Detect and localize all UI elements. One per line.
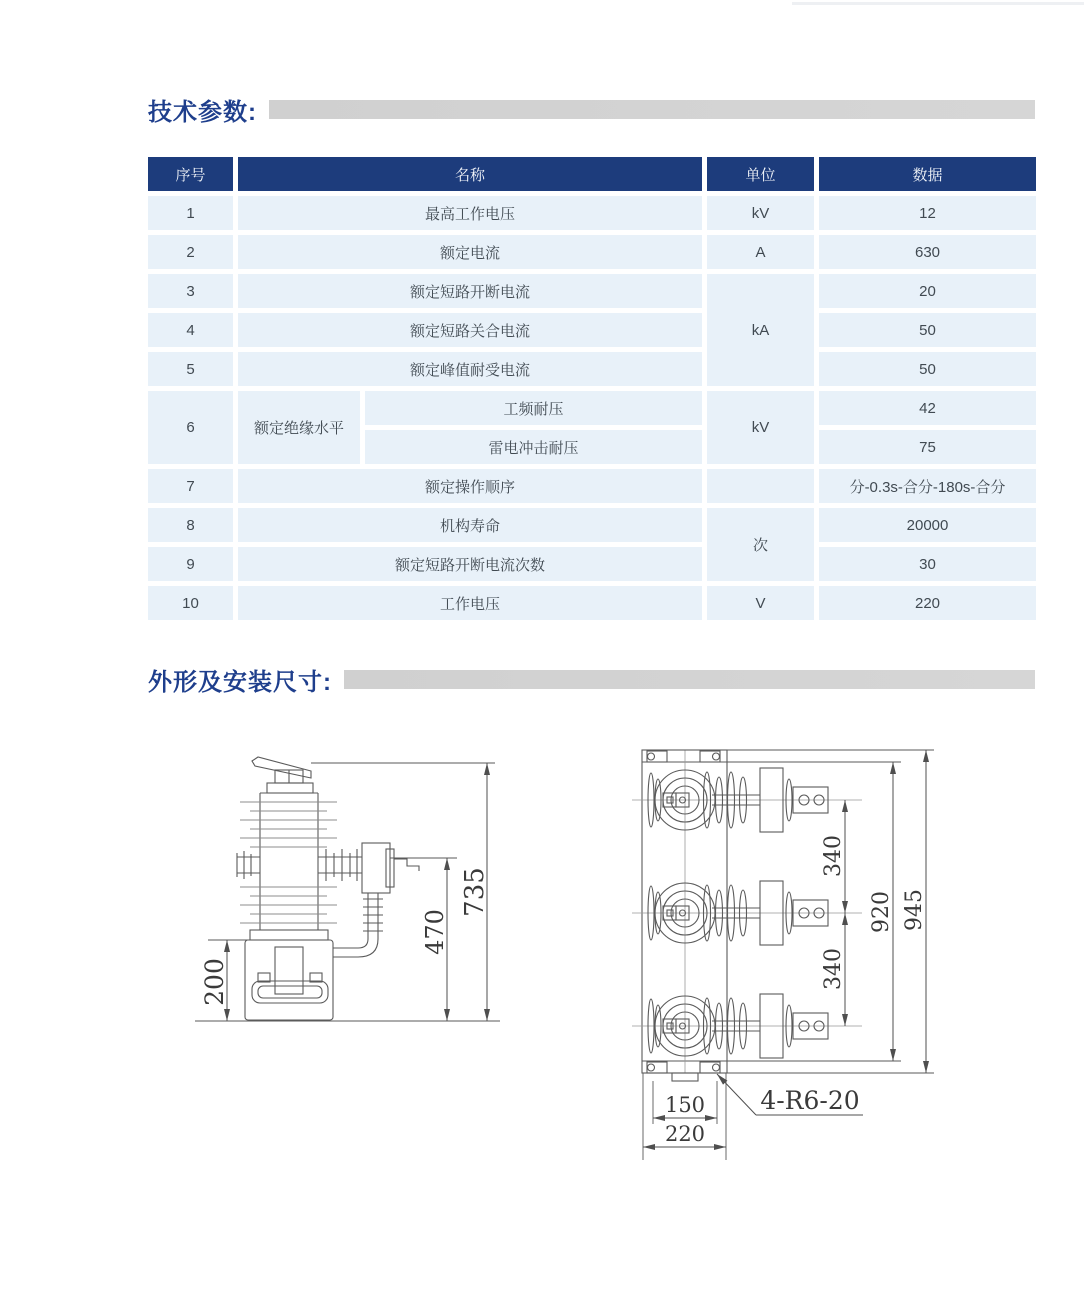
cell-unit-empty <box>707 469 814 503</box>
cell-no: 4 <box>148 313 233 347</box>
cell-no: 7 <box>148 469 233 503</box>
tech-params-table <box>148 157 1036 620</box>
page-top-accent-line <box>792 2 1084 5</box>
section-title-tech-params <box>148 93 1035 125</box>
cell-data: 42 <box>819 391 1036 425</box>
cell-name: 工作电压 <box>238 586 702 620</box>
col-header-unit: 单位 <box>707 157 814 191</box>
insulator-fins <box>240 802 337 923</box>
tech-params-title-bar <box>269 100 1035 119</box>
cell-no: 2 <box>148 235 233 269</box>
cell-name: 额定短路关合电流 <box>238 313 702 347</box>
cell-data: 分-0.3s-合分-180s-合分 <box>819 469 1036 503</box>
tech-params-title-text: 技术参数: <box>148 98 257 126</box>
cell-group-name: 额定绝缘水平 <box>238 391 360 464</box>
cell-data: 12 <box>819 196 1036 230</box>
cell-no-merged: 6 <box>148 391 233 464</box>
cell-name: 机构寿命 <box>238 508 702 542</box>
cell-sub-name: 工频耐压 <box>365 391 702 425</box>
pole-assembly-top <box>632 768 862 832</box>
cell-data: 50 <box>819 352 1036 386</box>
cell-data: 630 <box>819 235 1036 269</box>
cell-data: 220 <box>819 586 1036 620</box>
dim-label-200: 200 <box>200 958 229 1006</box>
side-view-drawing <box>190 745 510 1037</box>
cell-no: 1 <box>148 196 233 230</box>
dim-label-920: 920 <box>869 891 894 933</box>
col-header-no: 序号 <box>148 157 233 191</box>
col-header-data: 数据 <box>819 157 1036 191</box>
dim-label-340-lower: 340 <box>821 948 846 990</box>
dimensions-title-bar <box>344 670 1035 689</box>
front-view-drawing <box>608 728 1038 1163</box>
cell-data: 30 <box>819 547 1036 581</box>
dim-label-470: 470 <box>421 909 449 955</box>
cell-no: 3 <box>148 274 233 308</box>
cell-unit: V <box>707 586 814 620</box>
cell-unit-merged-ci: 次 <box>707 508 814 581</box>
dim-label-150: 150 <box>664 1093 706 1117</box>
cell-data: 20 <box>819 274 1036 308</box>
cell-data: 20000 <box>819 508 1036 542</box>
dim-label-220: 220 <box>664 1122 706 1146</box>
cell-name: 额定电流 <box>238 235 702 269</box>
pole-assembly-bottom <box>632 994 862 1058</box>
breaker-side-outline <box>195 757 500 1021</box>
cell-sub-name: 雷电冲击耐压 <box>365 430 702 464</box>
dim-label-735: 735 <box>460 867 490 917</box>
cell-no: 9 <box>148 547 233 581</box>
cell-unit: A <box>707 235 814 269</box>
section-title-dimensions <box>148 663 1035 695</box>
cell-no: 10 <box>148 586 233 620</box>
cell-name: 额定短路开断电流次数 <box>238 547 702 581</box>
extension-lines <box>208 763 495 940</box>
cell-unit-merged-ka: kA <box>707 274 814 386</box>
col-header-name: 名称 <box>238 157 702 191</box>
cell-no: 5 <box>148 352 233 386</box>
cell-unit-merged-kv: kV <box>707 391 814 464</box>
cell-no: 8 <box>148 508 233 542</box>
cell-name: 最高工作电压 <box>238 196 702 230</box>
cell-unit: kV <box>707 196 814 230</box>
pole-assembly-middle <box>632 881 862 945</box>
dim-label-945: 945 <box>902 889 927 931</box>
cell-name: 额定操作顺序 <box>238 469 702 503</box>
dim-label-340-upper: 340 <box>821 835 846 877</box>
dimensions-title-text: 外形及安装尺寸: <box>148 668 332 696</box>
cell-data: 75 <box>819 430 1036 464</box>
dim-label-mounting-holes: 4-R6-20 <box>760 1086 860 1115</box>
cell-data: 50 <box>819 313 1036 347</box>
cell-name: 额定峰值耐受电流 <box>238 352 702 386</box>
cell-name: 额定短路开断电流 <box>238 274 702 308</box>
